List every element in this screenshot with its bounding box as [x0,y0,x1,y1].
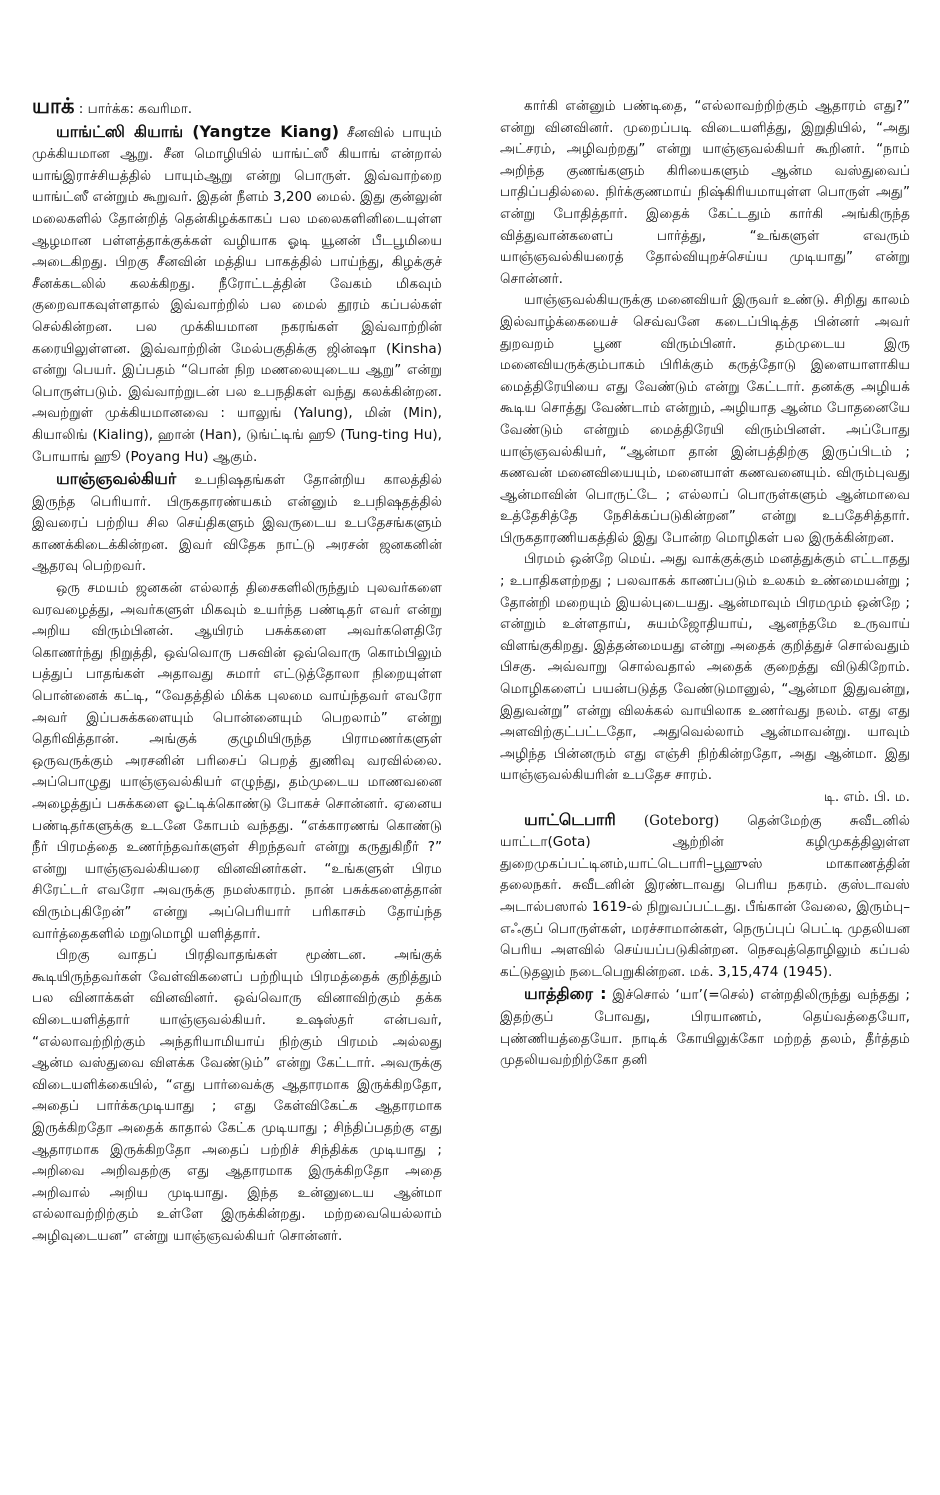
entry-yangtze-text: சீனவில் பாயும் முக்கியமான ஆறு. சீன மொழியில் யாங்ட்ஸீ கியாங் என்றால் யாங்இராச்சியத்தில் பாயும்ஆறு என்று பொருள். இவ்வாற்றை யாங்ட்ஸீ என்றும் கூறுவர். இதன் நீளம் 3,200 மைல். இது குன்லுன் மலைகளில் தோன்றித் தென்கிழக்காகப் பல மலைகளினிடையுள்ள ஆழமான பள்ளத்தாக்குக்கள் வழியாக ஓடி யூனன் பீடபூமியை அடைகிறது. பிறகு சீனவின் மத்திய பாகத்தில் பாய்ந்து, கிழக்குச் சீனக்கடலில் கலக்கிறது. நீரோட்டத்தின் வேகம் மிகவும் குறைவாகவுள்ளதால் இவ்வாற்றில் பல மைல் தூரம் கப்பல்கள் செல்கின்றன. பல முக்கியமான நகரங்கள் இவ்வாற்றின் கரையிலுள்ளன. இவ்வாற்றின் மேல்பகுதிக்கு ஜின்ஷா (Kinsha) என்று பெயர். இப்பதம் “பொன் நிற மணலையுடைய ஆறு” என்று பொருள்படும். இவ்வாற்றுடன் பல உபநதிகள் வந்து கலக்கின்றன. அவற்றுள் முக்கியமானவை : யாலுங் (Yalung), மின் (Min), கியாலிங் (Kialing), ஹான் (Han), டுங்ட்டிங் ஹூ (Tung-ting Hu), போயாங் ஹூ (Poyang Hu) ஆகும். [32,124,442,465]
headword-yajnavalkya: யாஞ்ஞவல்கியர் [56,469,177,489]
entry-yaak [32,96,442,121]
entry-goteborg-text: தென்மேற்கு சுவீடனில் யாட்டா(Gota) ஆற்றின் கழிமுகத்திலுள்ள துறைமுகப்பட்டினம்,யாட்டெபாரி–பூஹுஸ் மாகாணத்தின் தலைநகர். சுவீடனின் இரண்டாவது பெரிய நகரம். குஸ்டாவஸ் அடால்பஸால் 1619-ல் நிறுவப்பட்டது. பீங்கான் வேலை, இரும்பு–எஃகுப் பொருள்கள், மரச்சாமான்கள், நெருப்புப் பெட்டி முதலியன பெரிய அளவில் செய்யப்படுகின்றன. நெசவுத்தொழிலும் கப்பல் கட்டுதலும் நடைபெறுகின்றன. மக். 3,15,474 (1945). [500,812,911,980]
entry-yaak-text: : பார்க்க: கவரிமா. [78,101,193,117]
right-column [500,96,910,1072]
left-column [32,96,442,1247]
entry-goteborg [500,809,910,984]
headword-yatra: யாத்திரை : [524,984,607,1004]
headword-goteborg: யாட்டெபாரி [524,809,616,829]
paragraph: பிரமம் ஒன்றே மெய். அது வாக்குக்கும் மனத்துக்கும் எட்டாதது ; உபாதிகளற்றது ; பலவாகக் காணப்படும் உலகம் உண்மையன்று ; தோன்றி மறையும் இயல்புடையது. ஆன்மாவும் பிரமமும் ஒன்றே ; என்றும் உள்ளதாய், சுயம்ஜோதியாய், ஆனந்தமே உருவாய் விளங்குகிறது. இத்தன்மையது என்று அதைக் குறித்துச் சொல்வதும் பிசகு. அவ்வாறு சொல்வதால் அதைக் குறைத்து விடுகிறோம். மொழிகளைப் பயன்படுத்த வேண்டுமானுல், “ஆன்மா இதுவன்று, இதுவன்று” என்று விலக்கல் வாயிலாக உணர்வது நலம். எது எது அளவிற்குட்பட்டதோ, அதுவெல்லாம் ஆன்மாவன்று. யாவும் அழிந்த பின்னரும் எது எஞ்சி நிற்கின்றதோ, அது ஆன்மா. இது யாஞ்ஞவல்கியரின் உபதேச சாரம். [500,551,910,784]
author-signature: டி. எம். பி. ம. [824,789,910,805]
entry-yatra [500,983,910,1071]
entry-yangtze [32,121,442,469]
paragraph: ஒரு சமயம் ஜனகன் எல்லாத் திசைகளிலிருந்தும் புலவர்களை வரவழைத்து, அவர்களுள் மிகவும் உயர்ந்த பண்டிதர் எவர் என்று அறிய விரும்பினன். ஆயிரம் பசுக்களை அவர்களெதிரே கொணர்ந்து நிறுத்தி, ஒவ்வொரு பசுவின் ஒவ்வொரு கொம்பிலும் பத்துப் பாதங்கள் அதாவது சுமார் எட்டுத்தோலா நிறையுள்ள பொன்னைக் கட்டி, “வேதத்தில் மிக்க புலமை வாய்ந்தவர் எவரோ அவர் இப்பசுக்களையும் பொன்னையும் பெறலாம்” என்று தெரிவித்தான். அங்குக் குழுமியிருந்த பிராமணர்களுள் ஒருவருக்கும் அரசனின் பரிசைப் பெறத் துணிவு வரவில்லை. அப்பொழுது யாஞ்ஞவல்கியர் எழுந்து, தம்முடைய மாணவனை அழைத்துப் பசுக்களை ஓட்டிக்கொண்டு போகச் சொன்னர். ஏனைய பண்டிதர்களுக்கு உடனே கோபம் வந்தது. “எக்காரணங் கொண்டு நீர் பிரமத்தை உணர்ந்தவர்களுள் சிறந்தவர் என்று கருதுகிறீர் ?” என்று யாஞ்ஞவல்கியரை வினவினர்கள். “உங்களுள் பிரம சிரேட்டர் எவரோ அவருக்கு நமஸ்காரம். நான் பசுக்களைத்தான் விரும்புகிறேன்” என்று அப்பெரியார் பரிகாசம் தோய்ந்த வார்த்தைகளில் மறுமொழி யளித்தார். [32,580,442,942]
headword-yaak: யாக் [32,94,75,118]
entry-yajnavalkya-text: உபநிஷதங்கள் தோன்றிய காலத்தில் இருந்த பெரியார். பிருகதாரண்யகம் என்னும் உபநிஷதத்தில் இவரைப் பற்றிய சில செய்திகளும் இவருடைய உபதேசங்களும் காணக்கிடைக்கின்றன. இவர் விதேக நாட்டு அரசன் ஜனகனின் ஆதரவு பெற்றவர். [32,472,442,575]
headword-yangtze: யாங்ட்ஸி கியாங் (Yangtze Kiang) [56,121,340,141]
entry-yajnavalkya-p1 [32,468,442,578]
headword-goteborg-roman: (Goteborg) [643,812,720,829]
entry-yatra-text: இச்சொல் ‘யா’(=செல்) என்றதிலிருந்து வந்தது ; இதற்குப் போவது, பிரயாணம், தெய்வத்தையோ, புண்ணியத்தையோ. நாடிக் கோயிலுக்கோ மற்றத் தலம், தீர்த்தம் முதலியவற்றிற்கோ தனி [500,987,910,1069]
paragraph: பிறகு வாதப் பிரதிவாதங்கள் மூண்டன. அங்குக் கூடியிருந்தவர்கள் வேள்விகளைப் பற்றியும் பிரமத்தைக் குறித்தும் பல வினாக்கள் வினவினர். ஒவ்வொரு வினாவிற்கும் தக்க விடையளித்தார் யாஞ்ஞவல்கியர். உஷஸ்தர் என்பவர், “எல்லாவற்றிற்கும் அந்தரியாமியாய் நிற்கும் பிரமம் அல்லது ஆன்ம வஸ்துவை விளக்க வேண்டும்” என்று கேட்டார். அவருக்கு விடையளிக்கையில், “எது பார்வைக்கு ஆதாரமாக இருக்கிறதோ, அதைப் பார்க்கமுடியாது ; எது கேள்விகேட்க ஆதாரமாக இருக்கிறதோ அதைக் காதால் கேட்க முடியாது ; சிந்திப்பதற்கு எது ஆதாரமாக இருக்கிறதோ அதைப் பற்றிச் சிந்திக்க முடியாது ; அறிவை அறிவதற்கு எது ஆதாரமாக இருக்கிறதோ அதை அறிவால் அறிய முடியாது. இந்த உன்னுடைய ஆன்மா எல்லாவற்றிற்கும் உள்ளே இருக்கின்றது. மற்றவையெல்லாம் அழிவுடையன” என்று யாஞ்ஞவல்கியர் சொன்னர். [32,947,442,1244]
paragraph: யாஞ்ஞவல்கியருக்கு மனைவியர் இருவர் உண்டு. சிறிது காலம் இல்வாழ்க்கையைச் செவ்வனே கடைப்பிடித்த பின்னர் அவர் துறவறம் பூண விரும்பினர். தம்முடைய இரு மனைவியருக்கும்பாகம் பிரிக்கும் கருத்தோடு இளையாளாகிய மைத்திரேயியை எது வேண்டும் என்று கேட்டார். தனக்கு அழியக் கூடிய சொத்து வேண்டாம் என்றும், அழியாத ஆன்ம போதனையே வேண்டும் என்றும் மைத்திரேயி விரும்பினள். அப்போது யாஞ்ஞவல்கியர், “ஆன்மா தான் இன்பத்திற்கு இருப்பிடம் ; கணவன் மனைவியையும், மனையாள் கணவனையும். விரும்புவது ஆன்மாவின் பொருட்டே ; எல்லாப் பொருள்களும் ஆன்மாவை உத்தேசித்தே நேசிக்கப்படுகின்றன” என்று உபதேசித்தார். பிருகதாரணியகத்தில் இது போன்ற மொழிகள் பல இருக்கின்றன. [500,292,910,546]
paragraph: கார்கி என்னும் பண்டிதை, “எல்லாவற்றிற்கும் ஆதாரம் எது?” என்று வினவினர். முறைப்படி விடையளித்து, இறுதியில், “அது அட்சரம், அழிவற்றது” என்று யாஞ்ஞவல்கியர் கூறினர். “நாம் அறிந்த குணங்களும் கிரியைகளும் ஆன்ம வஸ்துவைப் பாதிப்பதில்லை. நிர்க்குணமாய் நிஷ்கிரியமாயுள்ள பொருள் அது” என்று போதித்தார். இதைக் கேட்டதும் கார்கி அங்கிருந்த வித்துவான்களைப் பார்த்து, “உங்களுள் எவரும் யாஞ்ஞவல்கியரைத் தோல்வியுறச்செய்ய முடியாது” என்று சொன்னர். [500,98,910,287]
